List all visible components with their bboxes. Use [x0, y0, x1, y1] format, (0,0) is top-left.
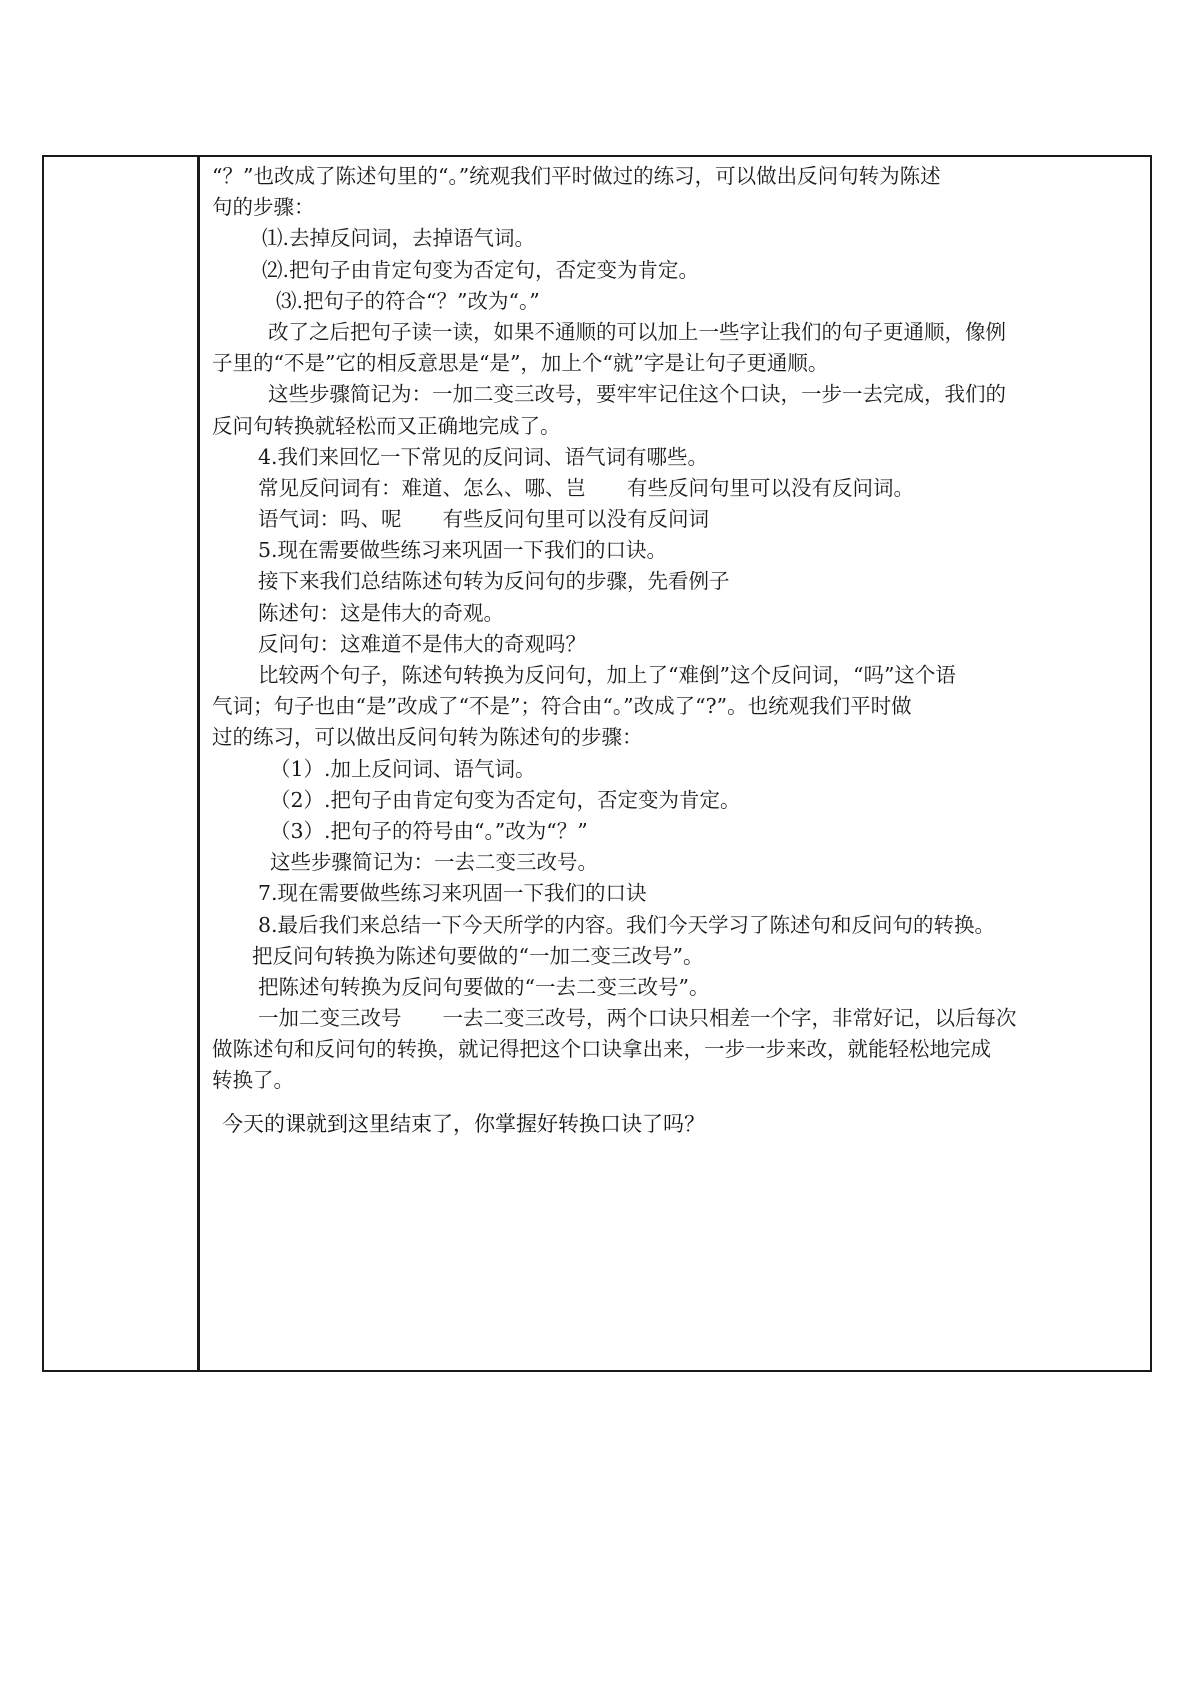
text-line: 常见反问词有：难道、怎么、哪、岂 有些反问句里可以没有反问词。	[258, 475, 914, 500]
text-line: 过的练习，可以做出反问句转为陈述句的步骤：	[212, 725, 643, 750]
text-line: 接下来我们总结陈述句转为反问句的步骤，先看例子	[258, 569, 730, 594]
text-line: ⑴.去掉反问词，去掉语气词。	[262, 226, 536, 251]
text-line: 4.我们来回忆一下常见的反问词、语气词有哪些。	[258, 444, 709, 469]
text-line: 反问句：这难道不是伟大的奇观吗？	[258, 631, 586, 656]
text-line: 气词；句子也由“是”改成了“不是”；符合由“。”改成了“?”。也统观我们平时做	[212, 694, 912, 719]
text-line: 这些步骤简记为：一去二变三改号。	[270, 850, 598, 875]
text-line: 语气词：吗、呢 有些反问句里可以没有反问词	[258, 507, 709, 532]
text-line: （3）.把句子的符号由“。”改为“？”	[270, 818, 588, 843]
text-line: ⑵.把句子由肯定句变为否定句，否定变为肯定。	[262, 257, 700, 282]
text-line: 8.最后我们来总结一下今天所学的内容。我们今天学习了陈述句和反问句的转换。	[258, 912, 996, 937]
text-line: （2）.把句子由肯定句变为否定句，否定变为肯定。	[270, 787, 741, 812]
text-line: 陈述句：这是伟大的奇观。	[258, 600, 504, 625]
text-line: 比较两个句子，陈述句转换为反问句，加上了“难倒”这个反问词，“吗”这个语	[258, 663, 956, 687]
text-line: 转换了。	[212, 1068, 294, 1093]
text-line: （1）.加上反问词、语气词。	[270, 756, 536, 781]
text-line: “？”也改成了陈述句里的“。”统观我们平时做过的练习，可以做出反问句转为陈述	[212, 164, 941, 188]
lesson-text	[212, 161, 1138, 1097]
text-line: 这些步骤简记为：一加二变三改号，要牢牢记住这个口诀，一步一去完成，我们的	[268, 382, 1006, 407]
lesson-table	[42, 155, 1152, 1372]
text-line: ⑶.把句子的符合“？”改为“。”	[276, 288, 540, 313]
text-line: 做陈述句和反问句的转换，就记得把这个口诀拿出来，一步一步来改，就能轻松地完成	[212, 1037, 991, 1062]
text-line: 把陈述句转换为反问句要做的“一去二变三改号”。	[258, 974, 710, 999]
left-column-cell	[44, 157, 200, 1370]
text-line: 改了之后把句子读一读，如果不通顺的可以加上一些字让我们的句子更通顺，像例	[268, 319, 1006, 344]
text-line: 句的步骤：	[212, 195, 315, 220]
text-line: 7.现在需要做些练习来巩固一下我们的口诀	[258, 881, 647, 906]
closing-question: 今天的课就到这里结束了，你掌握好转换口诀了吗？	[222, 1112, 705, 1136]
text-line: 子里的“不是”它的相反意思是“是”，加上个“就”字是让句子更通顺。	[212, 351, 829, 376]
text-line: 5.现在需要做些练习来巩固一下我们的口诀。	[258, 538, 668, 563]
text-line: 一加二变三改号 一去二变三改号，两个口诀只相差一个字，非常好记，以后每次	[258, 1006, 1017, 1031]
text-line: 把反问句转换为陈述句要做的“一加二变三改号”。	[252, 943, 704, 968]
text-line: 反问句转换就轻松而又正确地完成了。	[212, 413, 561, 438]
content-cell	[200, 157, 1150, 1370]
